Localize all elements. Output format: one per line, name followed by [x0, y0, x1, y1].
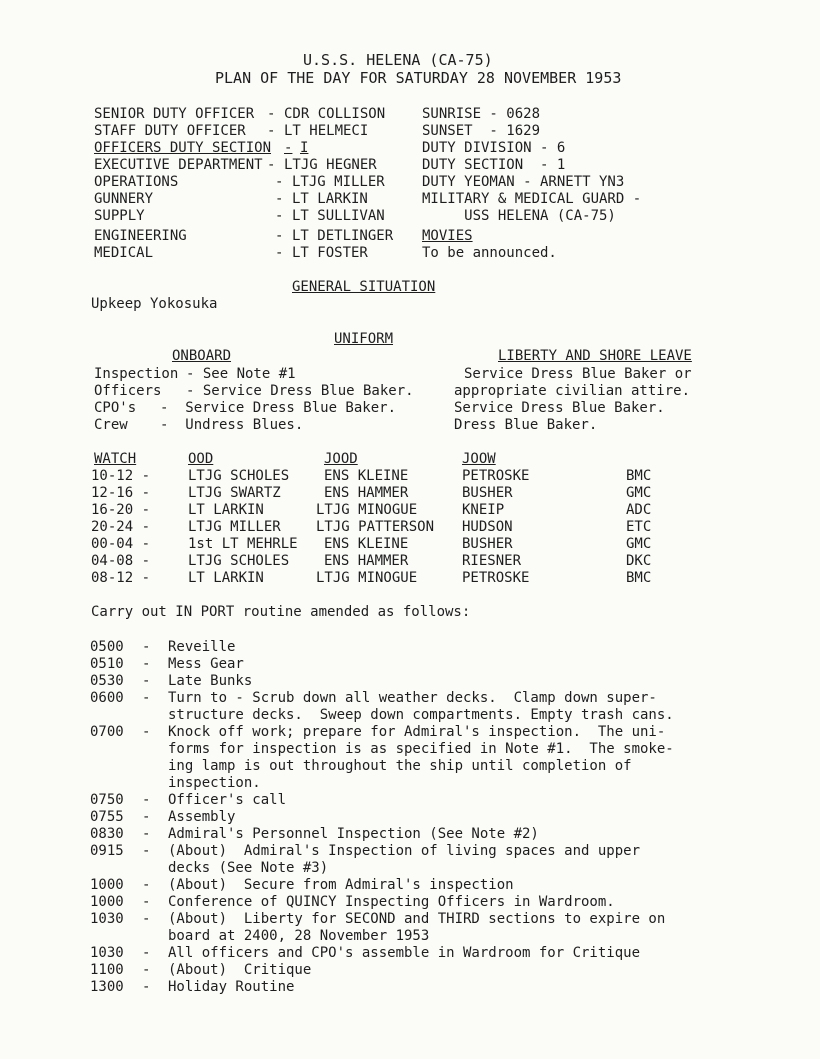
- schedule-entry: [90, 690, 730, 724]
- schedule-text: (About) Admiral's Inspection of living spaces and upper: [168, 843, 641, 859]
- watch-rate: ADC: [626, 502, 652, 518]
- schedule-time: 1300: [90, 979, 124, 995]
- schedule-time: 1100: [90, 962, 124, 978]
- schedule-time: 1000: [90, 894, 124, 910]
- schedule-entry: [90, 843, 730, 877]
- schedule-text: (About) Liberty for SECOND and THIRD sections to expire on: [168, 911, 666, 927]
- watch-rate: GMC: [626, 536, 652, 552]
- duty-name: I: [300, 140, 309, 156]
- watch-rate: BMC: [626, 468, 652, 484]
- jood-header: JOOD: [324, 451, 358, 467]
- duty-yeoman: DUTY YEOMAN - ARNETT YN3: [422, 174, 625, 190]
- schedule-text: Mess Gear: [168, 656, 244, 672]
- schedule-entry: [90, 979, 730, 996]
- watch-joow: BUSHER: [462, 536, 513, 552]
- schedule-entry: [90, 894, 730, 911]
- watch-time: 12-16 -: [91, 485, 151, 501]
- general-situation-text: Upkeep Yokosuka: [91, 296, 218, 312]
- routine-intro: Carry out IN PORT routine amended as follows:: [91, 604, 471, 620]
- watch-joow: RIESNER: [462, 553, 522, 569]
- watch-time: 20-24 -: [91, 519, 151, 535]
- schedule-time: 1030: [90, 945, 124, 961]
- duty-role: GUNNERY: [94, 191, 154, 207]
- schedule-entry: [90, 911, 730, 945]
- watch-jood: ENS KLEINE: [324, 468, 409, 484]
- schedule-text: Reveille: [168, 639, 236, 655]
- schedule-text: Holiday Routine: [168, 979, 295, 995]
- watch-jood: ENS KLEINE: [324, 536, 409, 552]
- watch-time: 10-12 -: [91, 468, 151, 484]
- schedule-dash: -: [142, 826, 151, 842]
- schedule-entry: [90, 673, 730, 690]
- watch-jood: LTJG PATTERSON: [316, 519, 435, 535]
- uniform-liberty: appropriate civilian attire.: [454, 383, 691, 399]
- joow-header: JOOW: [462, 451, 496, 467]
- watch-joow: BUSHER: [462, 485, 513, 501]
- duty-section: DUTY SECTION - 1: [422, 157, 566, 173]
- uniform-who: Inspection: [94, 366, 179, 382]
- schedule-dash: -: [142, 656, 151, 672]
- uniform-onboard: - Service Dress Blue Baker.: [160, 400, 397, 416]
- duty-name: CDR COLLISON: [284, 106, 386, 122]
- schedule-entry: [90, 809, 730, 826]
- schedule-entry: [90, 724, 730, 792]
- duty-sep: -: [267, 123, 276, 139]
- schedule-dash: -: [142, 690, 151, 706]
- schedule-dash: -: [142, 877, 151, 893]
- schedule-dash: -: [142, 979, 151, 995]
- uniform-liberty: Service Dress Blue Baker or: [464, 366, 692, 382]
- watch-ood: LT LARKIN: [188, 570, 264, 586]
- schedule-entry: [90, 826, 730, 843]
- plan-title: PLAN OF THE DAY FOR SATURDAY 28 NOVEMBER 1953: [215, 69, 622, 87]
- duty-sep: -: [267, 157, 276, 173]
- uniform-onboard: - Service Dress Blue Baker.: [186, 383, 414, 399]
- schedule-time: 0500: [90, 639, 124, 655]
- liberty-heading: LIBERTY AND SHORE LEAVE: [498, 348, 692, 364]
- duty-name: LT SULLIVAN: [292, 208, 385, 224]
- schedule-time: 1000: [90, 877, 124, 893]
- schedule-entry: [90, 639, 730, 656]
- duty-name: LT DETLINGER: [292, 228, 394, 244]
- uniform-onboard: - Undress Blues.: [160, 417, 304, 433]
- duty-name: LT LARKIN: [292, 191, 368, 207]
- duty-sep: -: [275, 191, 284, 207]
- uniform-who: CPO's: [94, 400, 137, 416]
- movies-heading: MOVIES: [422, 228, 473, 244]
- duty-name: LT HELMECI: [284, 123, 369, 139]
- watch-rate: DKC: [626, 553, 652, 569]
- schedule-time: 0530: [90, 673, 124, 689]
- uniform-heading: UNIFORM: [334, 331, 394, 347]
- watch-rate: BMC: [626, 570, 652, 586]
- duty-sep: -: [275, 208, 284, 224]
- movies-text: To be announced.: [422, 245, 557, 261]
- schedule-dash: -: [142, 843, 151, 859]
- watch-joow: PETROSKE: [462, 570, 530, 586]
- schedule-dash: -: [142, 945, 151, 961]
- onboard-heading: ONBOARD: [172, 348, 232, 364]
- duty-role: EXECUTIVE DEPARTMENT: [94, 157, 263, 173]
- watch-jood: LTJG MINOGUE: [316, 570, 418, 586]
- schedule-text: decks (See Note #3): [168, 860, 329, 876]
- schedule-time: 0510: [90, 656, 124, 672]
- watch-time: 04-08 -: [91, 553, 151, 569]
- duty-name: LT FOSTER: [292, 245, 368, 261]
- schedule-time: 0600: [90, 690, 124, 706]
- schedule-entry: [90, 962, 730, 979]
- schedule-text: (About) Secure from Admiral's inspection: [168, 877, 514, 893]
- duty-name: LTJG MILLER: [292, 174, 385, 190]
- watch-ood: LT LARKIN: [188, 502, 264, 518]
- schedule-dash: -: [142, 673, 151, 689]
- schedule-entry: [90, 877, 730, 894]
- duty-name: LTJG HEGNER: [284, 157, 377, 173]
- schedule-dash: -: [142, 639, 151, 655]
- sunset: SUNSET - 1629: [422, 123, 541, 139]
- schedule-text: Turn to - Scrub down all weather decks. Clamp down super-: [168, 690, 657, 706]
- duty-sep: -: [275, 228, 284, 244]
- schedule-time: 0700: [90, 724, 124, 740]
- ship-name: U.S.S. HELENA (CA-75): [303, 51, 493, 69]
- watch-time: 00-04 -: [91, 536, 151, 552]
- watch-ood: LTJG MILLER: [188, 519, 281, 535]
- watch-jood: LTJG MINOGUE: [316, 502, 418, 518]
- duty-sep: -: [275, 245, 284, 261]
- uniform-onboard: - See Note #1: [186, 366, 296, 382]
- duty-role: SENIOR DUTY OFFICER: [94, 106, 255, 122]
- schedule-entry: [90, 656, 730, 673]
- schedule-text: board at 2400, 28 November 1953: [168, 928, 430, 944]
- duty-sep: -: [284, 140, 293, 156]
- duty-role: ENGINEERING: [94, 228, 187, 244]
- schedule-entry: [90, 945, 730, 962]
- duty-role: STAFF DUTY OFFICER: [94, 123, 246, 139]
- watch-time: 16-20 -: [91, 502, 151, 518]
- duty-role: OPERATIONS: [94, 174, 179, 190]
- uniform-who: Crew: [94, 417, 128, 433]
- schedule-text: (About) Critique: [168, 962, 312, 978]
- duty-role: OFFICERS DUTY SECTION: [94, 140, 272, 156]
- watch-ood: LTJG SWARTZ: [188, 485, 281, 501]
- watch-joow: KNEIP: [462, 502, 505, 518]
- watch-rate: GMC: [626, 485, 652, 501]
- watch-time: 08-12 -: [91, 570, 151, 586]
- military-guard: MILITARY & MEDICAL GUARD -: [422, 191, 642, 207]
- schedule-text: structure decks. Sweep down compartments. Empty trash cans.: [168, 707, 674, 723]
- watch-ood: 1st LT MEHRLE: [188, 536, 298, 552]
- watch-ood: LTJG SCHOLES: [188, 553, 290, 569]
- duty-role: SUPPLY: [94, 208, 145, 224]
- watch-joow: HUDSON: [462, 519, 513, 535]
- schedule-text: inspection.: [168, 775, 261, 791]
- watch-ood: LTJG SCHOLES: [188, 468, 290, 484]
- ood-header: OOD: [188, 451, 214, 467]
- schedule-time: 0750: [90, 792, 124, 808]
- watch-joow: PETROSKE: [462, 468, 530, 484]
- schedule-text: Knock off work; prepare for Admiral's inspection. The uni-: [168, 724, 666, 740]
- general-situation-heading: GENERAL SITUATION: [292, 279, 436, 295]
- duty-role: MEDICAL: [94, 245, 154, 261]
- schedule-dash: -: [142, 962, 151, 978]
- schedule-text: Officer's call: [168, 792, 287, 808]
- schedule-text: Late Bunks: [168, 673, 253, 689]
- uniform-liberty: Service Dress Blue Baker.: [454, 400, 665, 416]
- sunrise: SUNRISE - 0628: [422, 106, 541, 122]
- watch-rate: ETC: [626, 519, 652, 535]
- duty-division: DUTY DIVISION - 6: [422, 140, 566, 156]
- watch-jood: ENS HAMMER: [324, 485, 409, 501]
- duty-sep: -: [267, 106, 276, 122]
- schedule-text: ing lamp is out throughout the ship until completion of: [168, 758, 632, 774]
- schedule-dash: -: [142, 894, 151, 910]
- schedule-text: Assembly: [168, 809, 236, 825]
- watch-header: WATCH: [94, 451, 137, 467]
- schedule-dash: -: [142, 724, 151, 740]
- watch-jood: ENS HAMMER: [324, 553, 409, 569]
- schedule-time: 0830: [90, 826, 124, 842]
- schedule-dash: -: [142, 809, 151, 825]
- military-guard-ship: USS HELENA (CA-75): [422, 208, 616, 224]
- schedule-text: Conference of QUINCY Inspecting Officers in Wardroom.: [168, 894, 615, 910]
- uniform-liberty: Dress Blue Baker.: [454, 417, 598, 433]
- schedule-text: All officers and CPO's assemble in Wardroom for Critique: [168, 945, 641, 961]
- schedule-dash: -: [142, 792, 151, 808]
- schedule-time: 1030: [90, 911, 124, 927]
- schedule-entry: [90, 792, 730, 809]
- schedule-dash: -: [142, 911, 151, 927]
- schedule-text: forms for inspection is as specified in Note #1. The smoke-: [168, 741, 674, 757]
- uniform-who: Officers: [94, 383, 162, 399]
- schedule-time: 0755: [90, 809, 124, 825]
- schedule-text: Admiral's Personnel Inspection (See Note #2): [168, 826, 539, 842]
- schedule-time: 0915: [90, 843, 124, 859]
- schedule-list: [90, 639, 730, 1009]
- duty-sep: -: [275, 174, 284, 190]
